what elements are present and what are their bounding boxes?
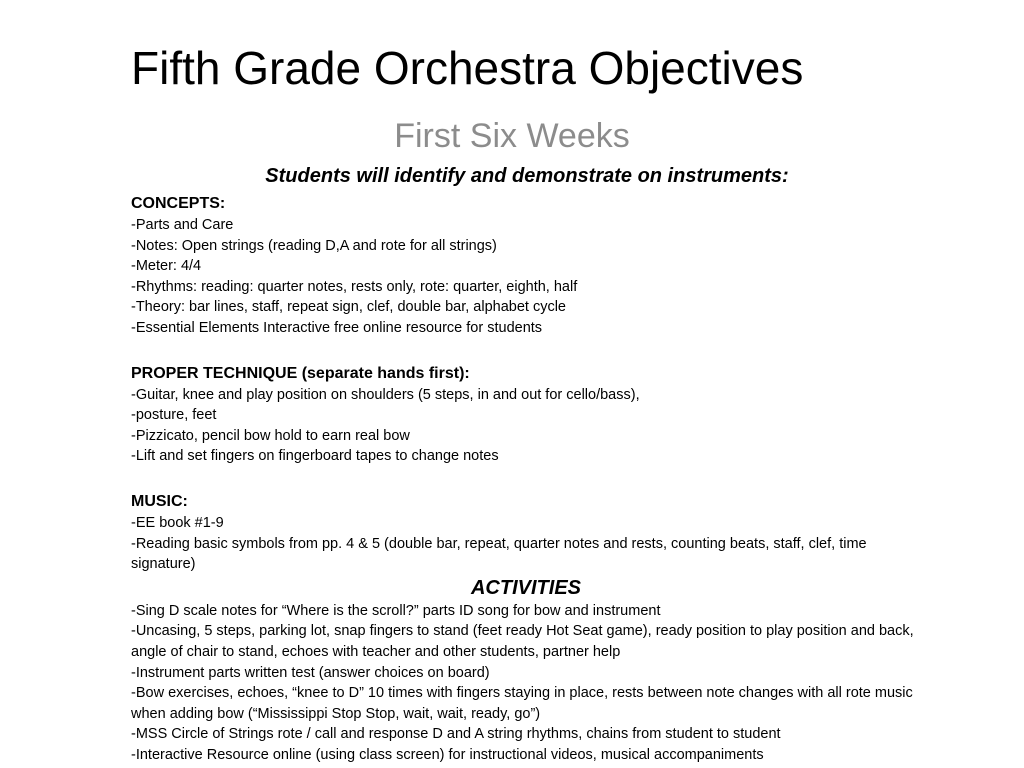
music-item: -EE book #1-9 (131, 514, 224, 531)
activities-item: -Bow exercises, echoes, “knee to D” 10 times with fingers staying in place, rests between note changes with all rote music when adding bow (“Mississippi Stop Stop, wait, wait, ready, go”) (131, 685, 913, 722)
technique-item: -Pizzicato, pencil bow hold to earn real bow (131, 427, 410, 444)
concepts-item: -Essential Elements Interactive free online resource for students (131, 319, 543, 336)
technique-item: -Lift and set fingers on fingerboard tapes to change notes (131, 448, 499, 465)
slide-body (131, 193, 931, 765)
activities-item: -Uncasing, 5 steps, parking lot, snap fingers to stand (feet ready Hot Seat game), ready position to play position and back, angle of chair to stand, echoes with teacher and other students, partner help (131, 623, 914, 660)
concepts-item: -Meter: 4/4 (131, 258, 202, 275)
concepts-item: -Theory: bar lines, staff, repeat sign, clef, double bar, alphabet cycle (131, 299, 566, 316)
activities-item: -Interactive Resource online (using class screen) for instructional videos, musical accompaniments (131, 746, 764, 763)
concepts-heading: CONCEPTS: (131, 195, 226, 212)
technique-heading: PROPER TECHNIQUE (separate hands first): (131, 364, 470, 382)
music-item: -Reading basic symbols from pp. 4 & 5 (double bar, repeat, quarter notes and rests, counting beats, staff, clef, time signature) (131, 535, 867, 573)
activities-item: -Instrument parts written test (answer choices on board) (131, 664, 490, 681)
activities-item: -MSS Circle of Strings rote / call and response D and A string rhythms, chains from student to student (131, 726, 781, 743)
concepts-item: -Parts and Care (131, 217, 234, 233)
spacer (131, 467, 931, 491)
slide-title: Fifth Grade Orchestra Objectives (131, 42, 804, 94)
concepts-item: -Notes: Open strings (reading D,A and rote for all strings) (131, 237, 497, 254)
technique-item: -posture, feet (131, 407, 217, 424)
music-heading: MUSIC: (131, 492, 188, 510)
concepts-item: -Rhythms: reading: quarter notes, rests only, rote: quarter, eighth, half (131, 278, 578, 295)
activities-item: -Sing D scale notes for “Where is the scroll?” parts ID song for bow and instrument (131, 602, 661, 619)
intro-statement: Students will identify and demonstrate on instruments: (265, 165, 789, 187)
activities-heading: ACTIVITIES (470, 576, 581, 599)
slide-subtitle: First Six Weeks (394, 117, 630, 155)
spacer (131, 339, 931, 363)
technique-item: -Guitar, knee and play position on shoulders (5 steps, in and out for cello/bass), (131, 386, 640, 403)
